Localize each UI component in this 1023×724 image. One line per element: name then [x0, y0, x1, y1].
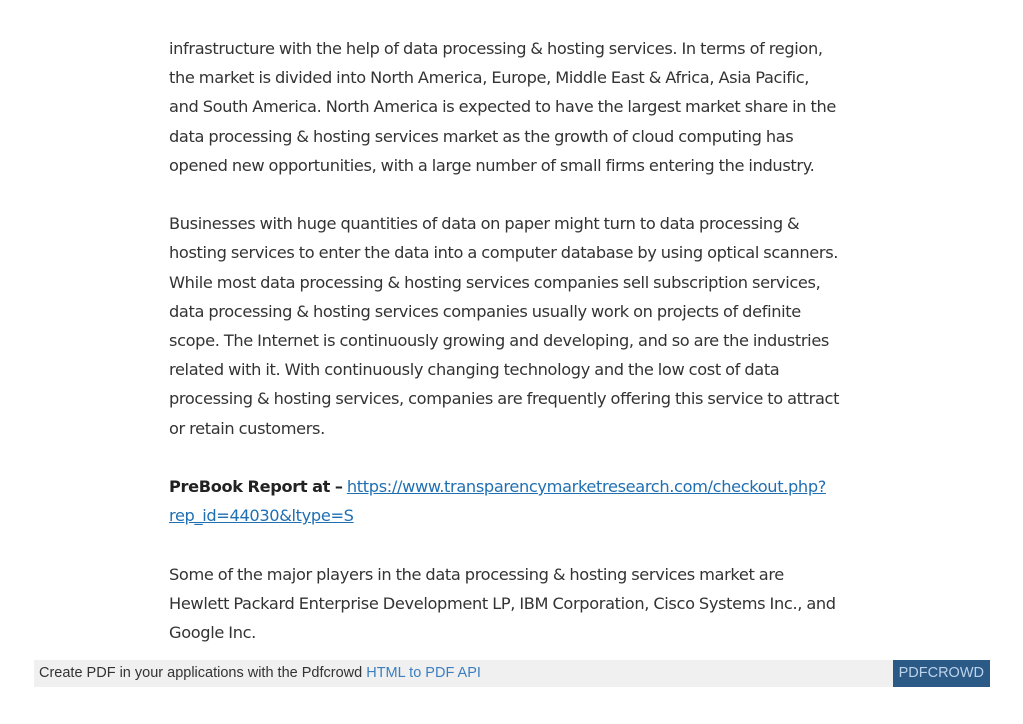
text-line: infrastructure with the help of data processing & hosting services. In terms of region,	[169, 39, 823, 58]
text-line: or retain customers.	[169, 418, 325, 438]
text-line: While most data processing & hosting services companies sell subscription services,	[169, 272, 821, 292]
article-body	[169, 34, 859, 676]
text-line: Businesses with huge quantities of data on paper might turn to data processing &	[169, 214, 800, 234]
footer-text	[39, 665, 481, 681]
text-line: scope. The Internet is continuously growing and developing, and so are the industries	[169, 331, 830, 351]
text-line: Google Inc.	[169, 623, 256, 643]
text-line: Some of the major players in the data processing & hosting services market are	[169, 564, 784, 584]
prebook-link-continued[interactable]: rep_id=44030&ltype=S	[169, 506, 354, 526]
paragraph-regions	[169, 34, 859, 180]
text-line: Hewlett Packard Enterprise Development LP, IBM Corporation, Cisco Systems Inc., and	[169, 593, 836, 613]
text-line: data processing & hosting services market as the growth of cloud computing has	[169, 126, 794, 146]
footer-message: Create PDF in your applications with the Pdfcrowd	[39, 665, 363, 681]
pdfcrowd-brand-button[interactable]: PDFCROWD	[893, 660, 990, 687]
prebook-label: PreBook Report at –	[169, 477, 343, 497]
prebook-link[interactable]: https://www.transparencymarketresearch.com/checkout.php?	[346, 477, 826, 497]
paragraph-players	[169, 560, 859, 648]
text-line: and South America. North America is expected to have the largest market share in the	[169, 97, 836, 117]
html-to-pdf-api-link[interactable]: HTML to PDF API	[366, 665, 481, 681]
text-line: hosting services to enter the data into a computer database by using optical scanners.	[169, 243, 839, 263]
text-line: the market is divided into North America, Europe, Middle East & Africa, Asia Pacific,	[169, 68, 810, 88]
text-line: opened new opportunities, with a large number of small firms entering the industry.	[169, 155, 815, 175]
prebook-line	[169, 501, 859, 530]
text-line: data processing & hosting services companies usually work on projects of definite	[169, 301, 801, 321]
text-line: processing & hosting services, companies are frequently offering this service to attract	[169, 389, 840, 409]
pdfcrowd-footer	[34, 660, 990, 687]
prebook-paragraph	[169, 472, 859, 530]
text-line: related with it. With continuously changing technology and the low cost of data	[169, 360, 780, 380]
paragraph-businesses	[169, 209, 859, 443]
prebook-line	[169, 472, 859, 501]
